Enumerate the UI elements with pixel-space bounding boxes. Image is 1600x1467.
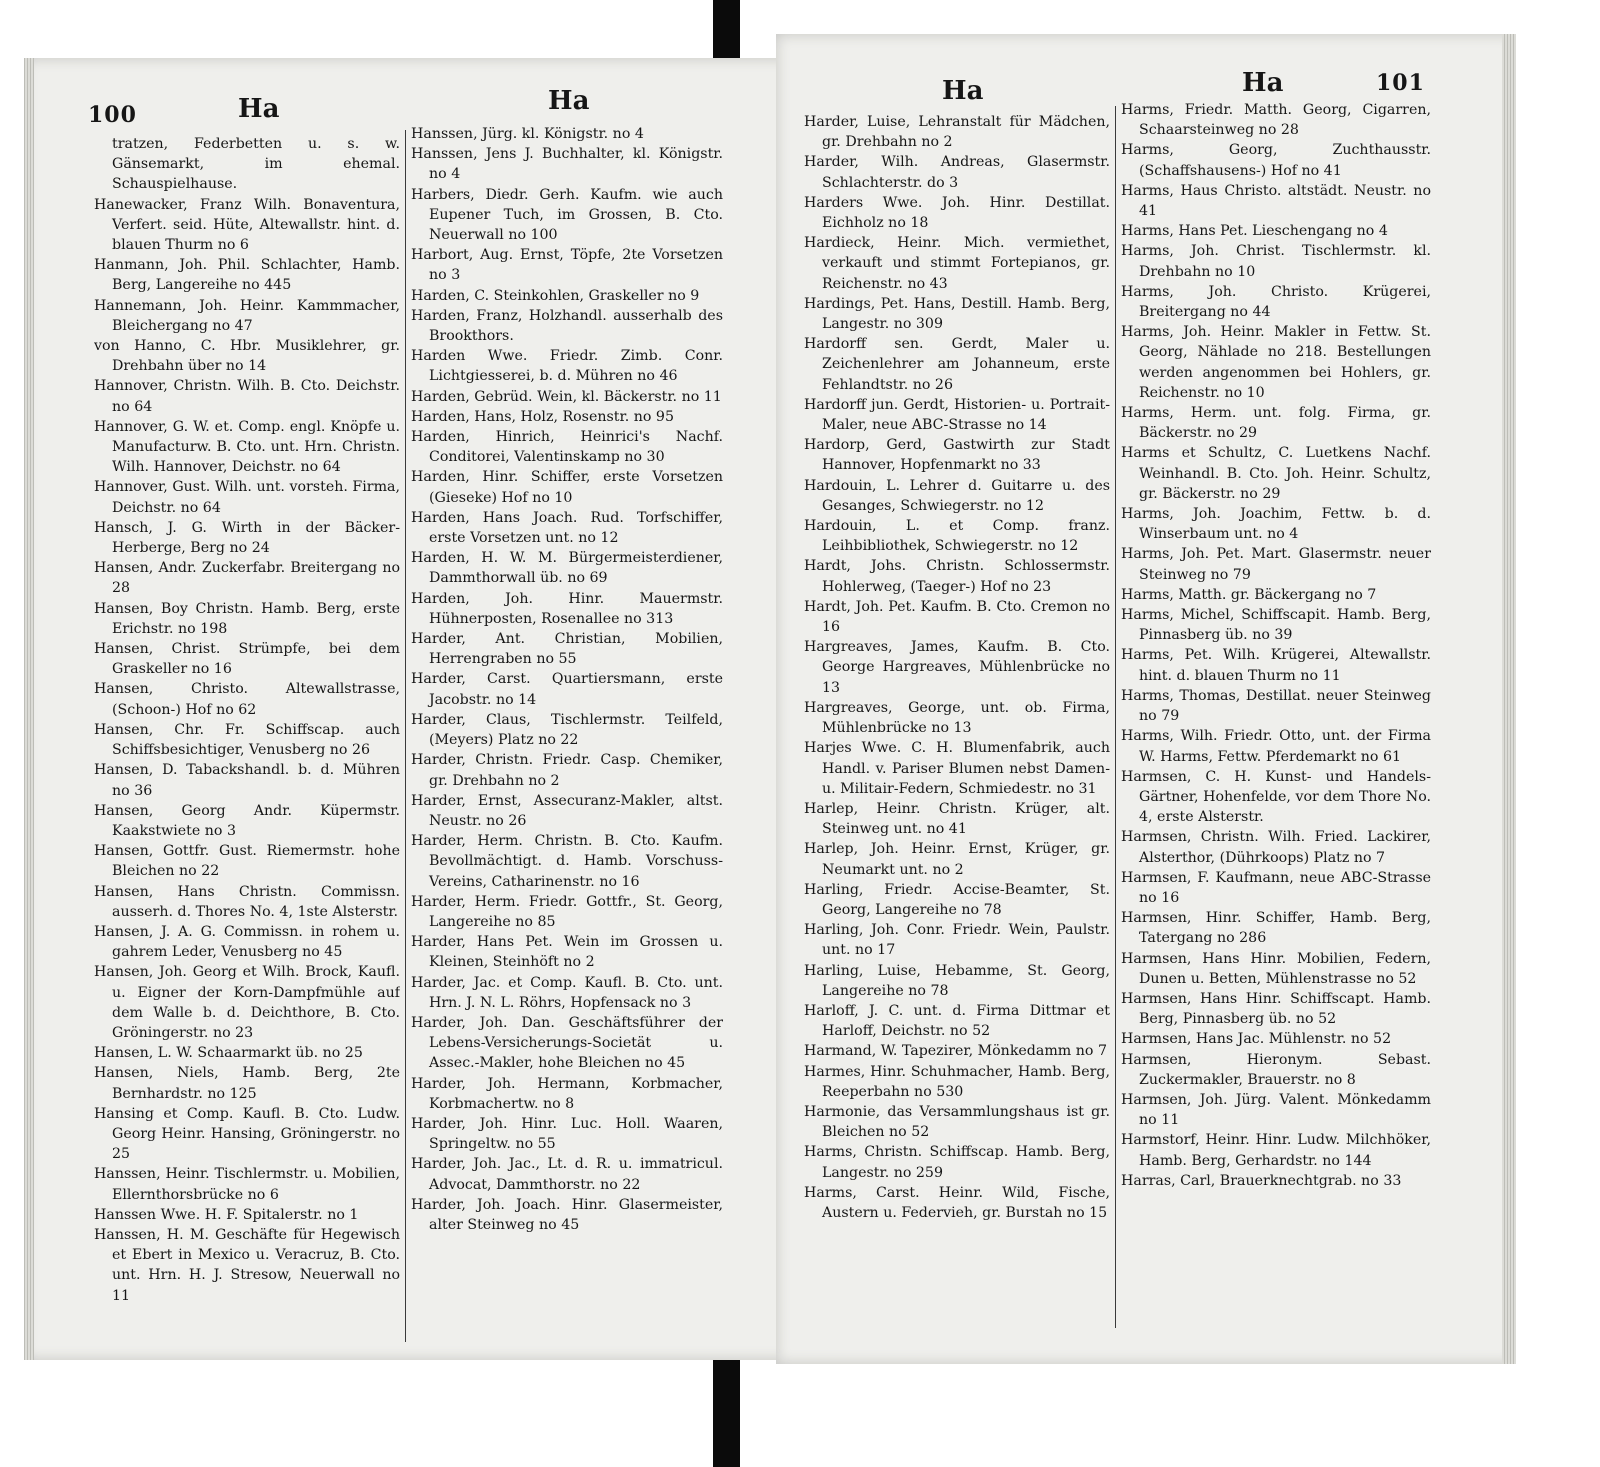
directory-entry: Harling, Friedr. Accise-Beamter, St. Georg, Langereihe no 78 xyxy=(804,881,1110,918)
directory-entry: Harder, Luise, Lehranstalt für Mädchen, gr. Drehbahn no 2 xyxy=(804,114,1110,151)
directory-entry: Hansen, Hans Christn. Commissn. ausserh. d. Thores No. 4, 1ste Alsterstr. xyxy=(94,883,400,920)
directory-entry: Harmsen, Hinr. Schiffer, Hamb. Berg, Tatergang no 286 xyxy=(1121,910,1431,947)
directory-entry: Hardouin, L. Lehrer d. Guitarre u. des Gesanges, Schwiegerstr. no 12 xyxy=(804,477,1110,514)
directory-entry: Harden, Hans Joach. Rud. Torfschiffer, erste Vorsetzen unt. no 12 xyxy=(411,509,723,547)
directory-entry: Harden, Hans, Holz, Rosenstr. no 95 xyxy=(411,408,674,425)
directory-entry: Hardt, Johs. Christn. Schlossermstr. Hohlerweg, (Taeger-) Hof no 23 xyxy=(804,558,1110,595)
directory-entry: Harder, Christn. Friedr. Casp. Chemiker, gr. Drehbahn no 2 xyxy=(411,752,723,789)
directory-entry: Harder, Joh. Jac., Lt. d. R. u. immatricul. Advocat, Dammthorstr. no 22 xyxy=(411,1156,723,1193)
right-page-column-2 xyxy=(1121,100,1431,1320)
directory-entry: Harbort, Aug. Ernst, Töpfe, 2te Vorsetzen no 3 xyxy=(411,247,723,284)
left-page xyxy=(24,58,792,1360)
directory-entry: von Hanno, C. Hbr. Musiklehrer, gr. Drehbahn über no 14 xyxy=(94,338,400,375)
directory-entry: Hansen, Joh. Georg et Wilh. Brock, Kaufl. u. Eigner der Korn-Dampfmühle auf dem Walle b. d. Deichthore, B. Cto. Gröningerstr. no 23 xyxy=(94,964,400,1041)
directory-entry: Hanssen, Jürg. kl. Königstr. no 4 xyxy=(411,126,644,142)
directory-entry: Harder, Joh. Dan. Geschäftsführer der Lebens-Versicherungs-Societät u. Assec.-Makler, hohe Bleichen no 45 xyxy=(411,1014,723,1072)
directory-entry: Harden, H. W. M. Bürgermeisterdiener, Dammthorwall üb. no 69 xyxy=(411,550,723,587)
directory-entry: Harmsen, C. H. Kunst- und Handels-Gärtner, Hohenfelde, vor dem Thore No. 4, erste Alsterstr. xyxy=(1121,768,1431,826)
directory-entry: Harms, Michel, Schiffscapit. Hamb. Berg, Pinnasberg üb. no 39 xyxy=(1121,607,1431,644)
directory-entry: Harden, Joh. Hinr. Mauermstr. Hühnerposten, Rosenallee no 313 xyxy=(411,590,723,627)
directory-entry: Harms, Carst. Heinr. Wild, Fische, Austern u. Federvieh, gr. Burstah no 15 xyxy=(804,1184,1110,1221)
directory-entry: Harder, Joh. Hinr. Luc. Holl. Waaren, Springeltw. no 55 xyxy=(411,1115,723,1153)
directory-entry: Hardorff sen. Gerdt, Maler u. Zeichenlehrer am Johanneum, erste Fehlandtstr. no 26 xyxy=(804,336,1110,393)
directory-entry: Hargreaves, James, Kaufm. B. Cto. George Hargreaves, Mühlenbrücke no 13 xyxy=(804,639,1110,696)
directory-entry: Hansen, L. W. Schaarmarkt üb. no 25 xyxy=(94,1045,363,1062)
right-page-edge xyxy=(1502,34,1516,1364)
directory-entry: Hansen, Niels, Hamb. Berg, 2te Bernhardstr. no 125 xyxy=(94,1065,400,1102)
column-rule-right xyxy=(1115,106,1116,1328)
directory-entry: Harms, Georg, Zuchthausstr. (Schaffshausens-) Hof no 41 xyxy=(1121,142,1431,179)
directory-entry: Hannover, Christn. Wilh. B. Cto. Deichstr. no 64 xyxy=(94,378,400,415)
directory-entry: Harms, Joh. Christo. Krügerei, Breitergang no 44 xyxy=(1121,283,1431,321)
running-head-left-2: Ha xyxy=(548,86,590,116)
directory-entry: Harms, Joh. Heinr. Makler in Fettw. St. Georg, Nählade no 218. Bestellungen werden angenommen bei Hohlers, gr. Reichenstr. no 10 xyxy=(1121,324,1431,401)
directory-entry: Hardorp, Gerd, Gastwirth zur Stadt Hannover, Hopfenmarkt no 33 xyxy=(804,437,1110,474)
directory-entry: Hansch, J. G. Wirth in der Bäcker-Herberge, Berg no 24 xyxy=(94,519,400,557)
directory-entry: Hanmann, Joh. Phil. Schlachter, Hamb. Berg, Langereihe no 445 xyxy=(94,257,400,294)
left-page-edge xyxy=(24,58,34,1360)
directory-entry: Harder, Ernst, Assecuranz-Makler, altst. Neustr. no 26 xyxy=(411,792,723,829)
directory-entry: Hardouin, L. et Comp. franz. Leihbibliothek, Schwiegerstr. no 12 xyxy=(804,518,1110,555)
directory-entry: Harden, Gebrüd. Wein, kl. Bäckerstr. no 11 xyxy=(411,388,722,405)
directory-entry: Hansen, Gottfr. Gust. Riemermstr. hohe Bleichen no 22 xyxy=(94,843,400,880)
directory-entry: Harms et Schultz, C. Luetkens Nachf. Weinhandl. B. Cto. Joh. Heinr. Schultz, gr. Bäckerstr. no 29 xyxy=(1121,445,1431,502)
directory-entry: Harder, Hans Pet. Wein im Grossen u. Kleinen, Steinhöft no 2 xyxy=(411,934,723,971)
running-head-right-1: Ha xyxy=(942,76,984,106)
directory-entry: Harmstorf, Heinr. Hinr. Ludw. Milchhöker, Hamb. Berg, Gerhardstr. no 144 xyxy=(1121,1132,1431,1169)
directory-entry: Hanssen, Jens J. Buchhalter, kl. Königstr. no 4 xyxy=(411,146,723,183)
directory-entry: Hardt, Joh. Pet. Kaufm. B. Cto. Cremon no 16 xyxy=(804,598,1110,636)
directory-entry: Hansen, J. A. G. Commissn. in rohem u. gahrem Leder, Venusberg no 45 xyxy=(94,923,400,961)
directory-entry: Harden, Hinrich, Heinrici's Nachf. Conditorei, Valentinskamp no 30 xyxy=(411,429,723,466)
directory-entry: Harms, Joh. Pet. Mart. Glasermstr. neuer Steinweg no 79 xyxy=(1121,546,1431,583)
page-number-left: 100 xyxy=(88,102,137,128)
directory-entry: Harder, Ant. Christian, Mobilien, Herrengraben no 55 xyxy=(411,631,723,668)
directory-entry: Hansen, Chr. Fr. Schiffscap. auch Schiffsbesichtiger, Venusberg no 26 xyxy=(94,721,400,759)
directory-entry: Harms, Pet. Wilh. Krügerei, Altewallstr. hint. d. blauen Thurm no 11 xyxy=(1121,647,1431,684)
directory-entry: Harder, Herm. Christn. B. Cto. Kaufm. Bevollmächtigt. d. Hamb. Vorschuss-Vereins, Catharinenstr. no 16 xyxy=(411,833,723,890)
directory-entry: Hansen, Christ. Strümpfe, bei dem Graskeller no 16 xyxy=(94,641,400,678)
directory-entry: Harder, Claus, Tischlermstr. Teilfeld, (Meyers) Platz no 22 xyxy=(411,711,723,749)
right-page xyxy=(776,34,1516,1364)
directory-entry: Harjes Wwe. C. H. Blumenfabrik, auch Handl. v. Pariser Blumen nebst Damen- u. Militair-Federn, Schmiedestr. no 31 xyxy=(804,740,1110,797)
directory-entry: Harden Wwe. Friedr. Zimb. Conr. Lichtgiesserei, b. d. Mühren no 46 xyxy=(411,348,723,385)
directory-entry: Hansen, Christo. Altewallstrasse, (Schoon-) Hof no 62 xyxy=(94,681,400,718)
directory-entry: Hanewacker, Franz Wilh. Bonaventura, Verfert. seid. Hüte, Altewallstr. hint. d. blauen Thurm no 6 xyxy=(94,196,400,254)
running-head-right-2: Ha xyxy=(1242,68,1284,98)
directory-entry: Harder, Herm. Friedr. Gottfr., St. Georg, Langereihe no 85 xyxy=(411,893,723,930)
directory-entry: Hannover, G. W. et. Comp. engl. Knöpfe u. Manufacturw. B. Cto. unt. Hrn. Christn. Wilh. Hannover, Deichstr. no 64 xyxy=(94,418,400,476)
directory-entry: Hannemann, Joh. Heinr. Kammmacher, Bleichergang no 47 xyxy=(94,297,400,334)
directory-entry: Harder, Jac. et Comp. Kaufl. B. Cto. unt. Hrn. J. N. L. Röhrs, Hopfensack no 3 xyxy=(411,974,723,1011)
directory-entry: Harlep, Heinr. Christn. Krüger, alt. Steinweg unt. no 41 xyxy=(804,800,1110,838)
directory-entry: Harmsen, Joh. Jürg. Valent. Mönkedamm no 11 xyxy=(1121,1091,1431,1129)
directory-entry: Harmonie, das Versammlungshaus ist gr. Bleichen no 52 xyxy=(804,1103,1110,1141)
directory-entry: Hargreaves, George, unt. ob. Firma, Mühlenbrücke no 13 xyxy=(804,699,1110,737)
directory-entry: Hansing et Comp. Kaufl. B. Cto. Ludw. Georg Heinr. Hansing, Gröningerstr. no 25 xyxy=(94,1105,400,1163)
directory-entry: Harden, C. Steinkohlen, Graskeller no 9 xyxy=(411,287,700,304)
directory-entry: Harmsen, Hans Jac. Mühlenstr. no 52 xyxy=(1121,1031,1392,1048)
directory-entry: Harloff, J. C. unt. d. Firma Dittmar et Harloff, Deichstr. no 52 xyxy=(804,1002,1110,1040)
directory-entry: Harmand, W. Tapezirer, Mönkedamm no 7 xyxy=(804,1043,1107,1060)
directory-entry: Harling, Luise, Hebamme, St. Georg, Langereihe no 78 xyxy=(804,962,1110,999)
directory-entry: Harlep, Joh. Heinr. Ernst, Krüger, gr. Neumarkt unt. no 2 xyxy=(804,841,1110,878)
directory-entry: Harmsen, Hans Hinr. Mobilien, Federn, Dunen u. Betten, Mühlenstrasse no 52 xyxy=(1121,950,1431,987)
directory-entry: Harder, Wilh. Andreas, Glasermstr. Schlachterstr. do 3 xyxy=(804,154,1110,191)
directory-entry: Harms, Joh. Joachim, Fettw. b. d. Winserbaum unt. no 4 xyxy=(1121,506,1431,543)
directory-entry: Harbers, Diedr. Gerh. Kaufm. wie auch Eupener Tuch, im Grossen, B. Cto. Neuerwall no 100 xyxy=(411,186,723,244)
directory-entry: Harden, Hinr. Schiffer, erste Vorsetzen (Gieseke) Hof no 10 xyxy=(411,469,723,506)
directory-entry: Harms, Joh. Christ. Tischlermstr. kl. Drehbahn no 10 xyxy=(1121,243,1431,280)
directory-entry: Hansen, D. Tabackshandl. b. d. Mühren no 36 xyxy=(94,762,400,799)
directory-entry: Harms, Hans Pet. Lieschengang no 4 xyxy=(1121,223,1388,240)
directory-entry: Harden, Franz, Holzhandl. ausserhalb des Brookthors. xyxy=(411,307,723,345)
directory-entry: Hanssen, H. M. Geschäfte für Hegewisch et Ebert in Mexico u. Veracruz, B. Cto. unt. Hrn. H. J. Stresow, Neuerwall no 11 xyxy=(94,1226,400,1304)
left-page-column-2 xyxy=(411,124,723,1334)
directory-entry: Harms, Wilh. Friedr. Otto, unt. der Firma W. Harms, Fettw. Pferdemarkt no 61 xyxy=(1121,728,1431,765)
directory-entry: Harms, Thomas, Destillat. neuer Steinweg no 79 xyxy=(1121,687,1431,725)
directory-entry: Harms, Matth. gr. Bäckergang no 7 xyxy=(1121,586,1377,603)
directory-entry: Hardorff jun. Gerdt, Historien- u. Portrait-Maler, neue ABC-Strasse no 14 xyxy=(804,396,1110,434)
directory-entry: Harders Wwe. Joh. Hinr. Destillat. Eichholz no 18 xyxy=(804,194,1110,232)
directory-entry: Hanssen, Heinr. Tischlermstr. u. Mobilien, Ellernthorsbrücke no 6 xyxy=(94,1166,400,1203)
directory-entry: Harms, Christn. Schiffscap. Hamb. Berg, Langestr. no 259 xyxy=(804,1144,1110,1181)
directory-entry: Hansen, Georg Andr. Küpermstr. Kaakstwiete no 3 xyxy=(94,802,400,839)
directory-entry: Harms, Herm. unt. folg. Firma, gr. Bäckerstr. no 29 xyxy=(1121,405,1431,442)
directory-entry: Harras, Carl, Brauerknechtgrab. no 33 xyxy=(1121,1172,1402,1189)
directory-entry: Harmsen, Christn. Wilh. Fried. Lackirer, Alsterthor, (Dührkoops) Platz no 7 xyxy=(1121,829,1431,866)
right-page-column-1 xyxy=(804,112,1110,1322)
directory-entry: Harms, Haus Christo. altstädt. Neustr. no 41 xyxy=(1121,182,1431,220)
page-number-right: 101 xyxy=(1376,70,1425,96)
directory-entry: Harmsen, F. Kaufmann, neue ABC-Strasse no 16 xyxy=(1121,869,1431,906)
directory-entry: Harms, Friedr. Matth. Georg, Cigarren, Schaarsteinweg no 28 xyxy=(1121,102,1431,139)
running-head-left-1: Ha xyxy=(238,94,280,124)
directory-entry: Hansen, Andr. Zuckerfabr. Breitergang no 28 xyxy=(94,560,400,597)
directory-entry: Harder, Joh. Joach. Hinr. Glasermeister, alter Steinweg no 45 xyxy=(411,1196,723,1233)
directory-entry: Harder, Carst. Quartiersmann, erste Jacobstr. no 14 xyxy=(411,671,723,708)
directory-entry: Harmsen, Hans Hinr. Schiffscapt. Hamb. Berg, Pinnasberg üb. no 52 xyxy=(1121,990,1431,1028)
directory-entry: Hansen, Boy Christn. Hamb. Berg, erste Erichstr. no 198 xyxy=(94,600,400,637)
directory-entry: Hardieck, Heinr. Mich. vermiethet, verkauft und stimmt Fortepianos, gr. Reichenstr. no 43 xyxy=(804,235,1110,292)
directory-entry: Harling, Joh. Conr. Friedr. Wein, Paulstr. unt. no 17 xyxy=(804,922,1110,959)
column-rule-left xyxy=(405,130,406,1342)
directory-entry: Hannover, Gust. Wilh. unt. vorsteh. Firma, Deichstr. no 64 xyxy=(94,479,400,516)
left-page-column-1 xyxy=(94,134,400,1334)
directory-entry: Hardings, Pet. Hans, Destill. Hamb. Berg, Langestr. no 309 xyxy=(804,295,1110,333)
directory-entry: Harmsen, Hieronym. Sebast. Zuckermakler, Brauerstr. no 8 xyxy=(1121,1051,1431,1088)
directory-entry: tratzen, Federbetten u. s. w. Gänsemarkt, im ehemal. Schauspielhause. xyxy=(112,136,400,193)
directory-entry: Harmes, Hinr. Schuhmacher, Hamb. Berg, Reeperbahn no 530 xyxy=(804,1063,1110,1100)
directory-entry: Harder, Joh. Hermann, Korbmacher, Korbmachertw. no 8 xyxy=(411,1075,723,1112)
directory-entry: Hanssen Wwe. H. F. Spitalerstr. no 1 xyxy=(94,1206,359,1223)
